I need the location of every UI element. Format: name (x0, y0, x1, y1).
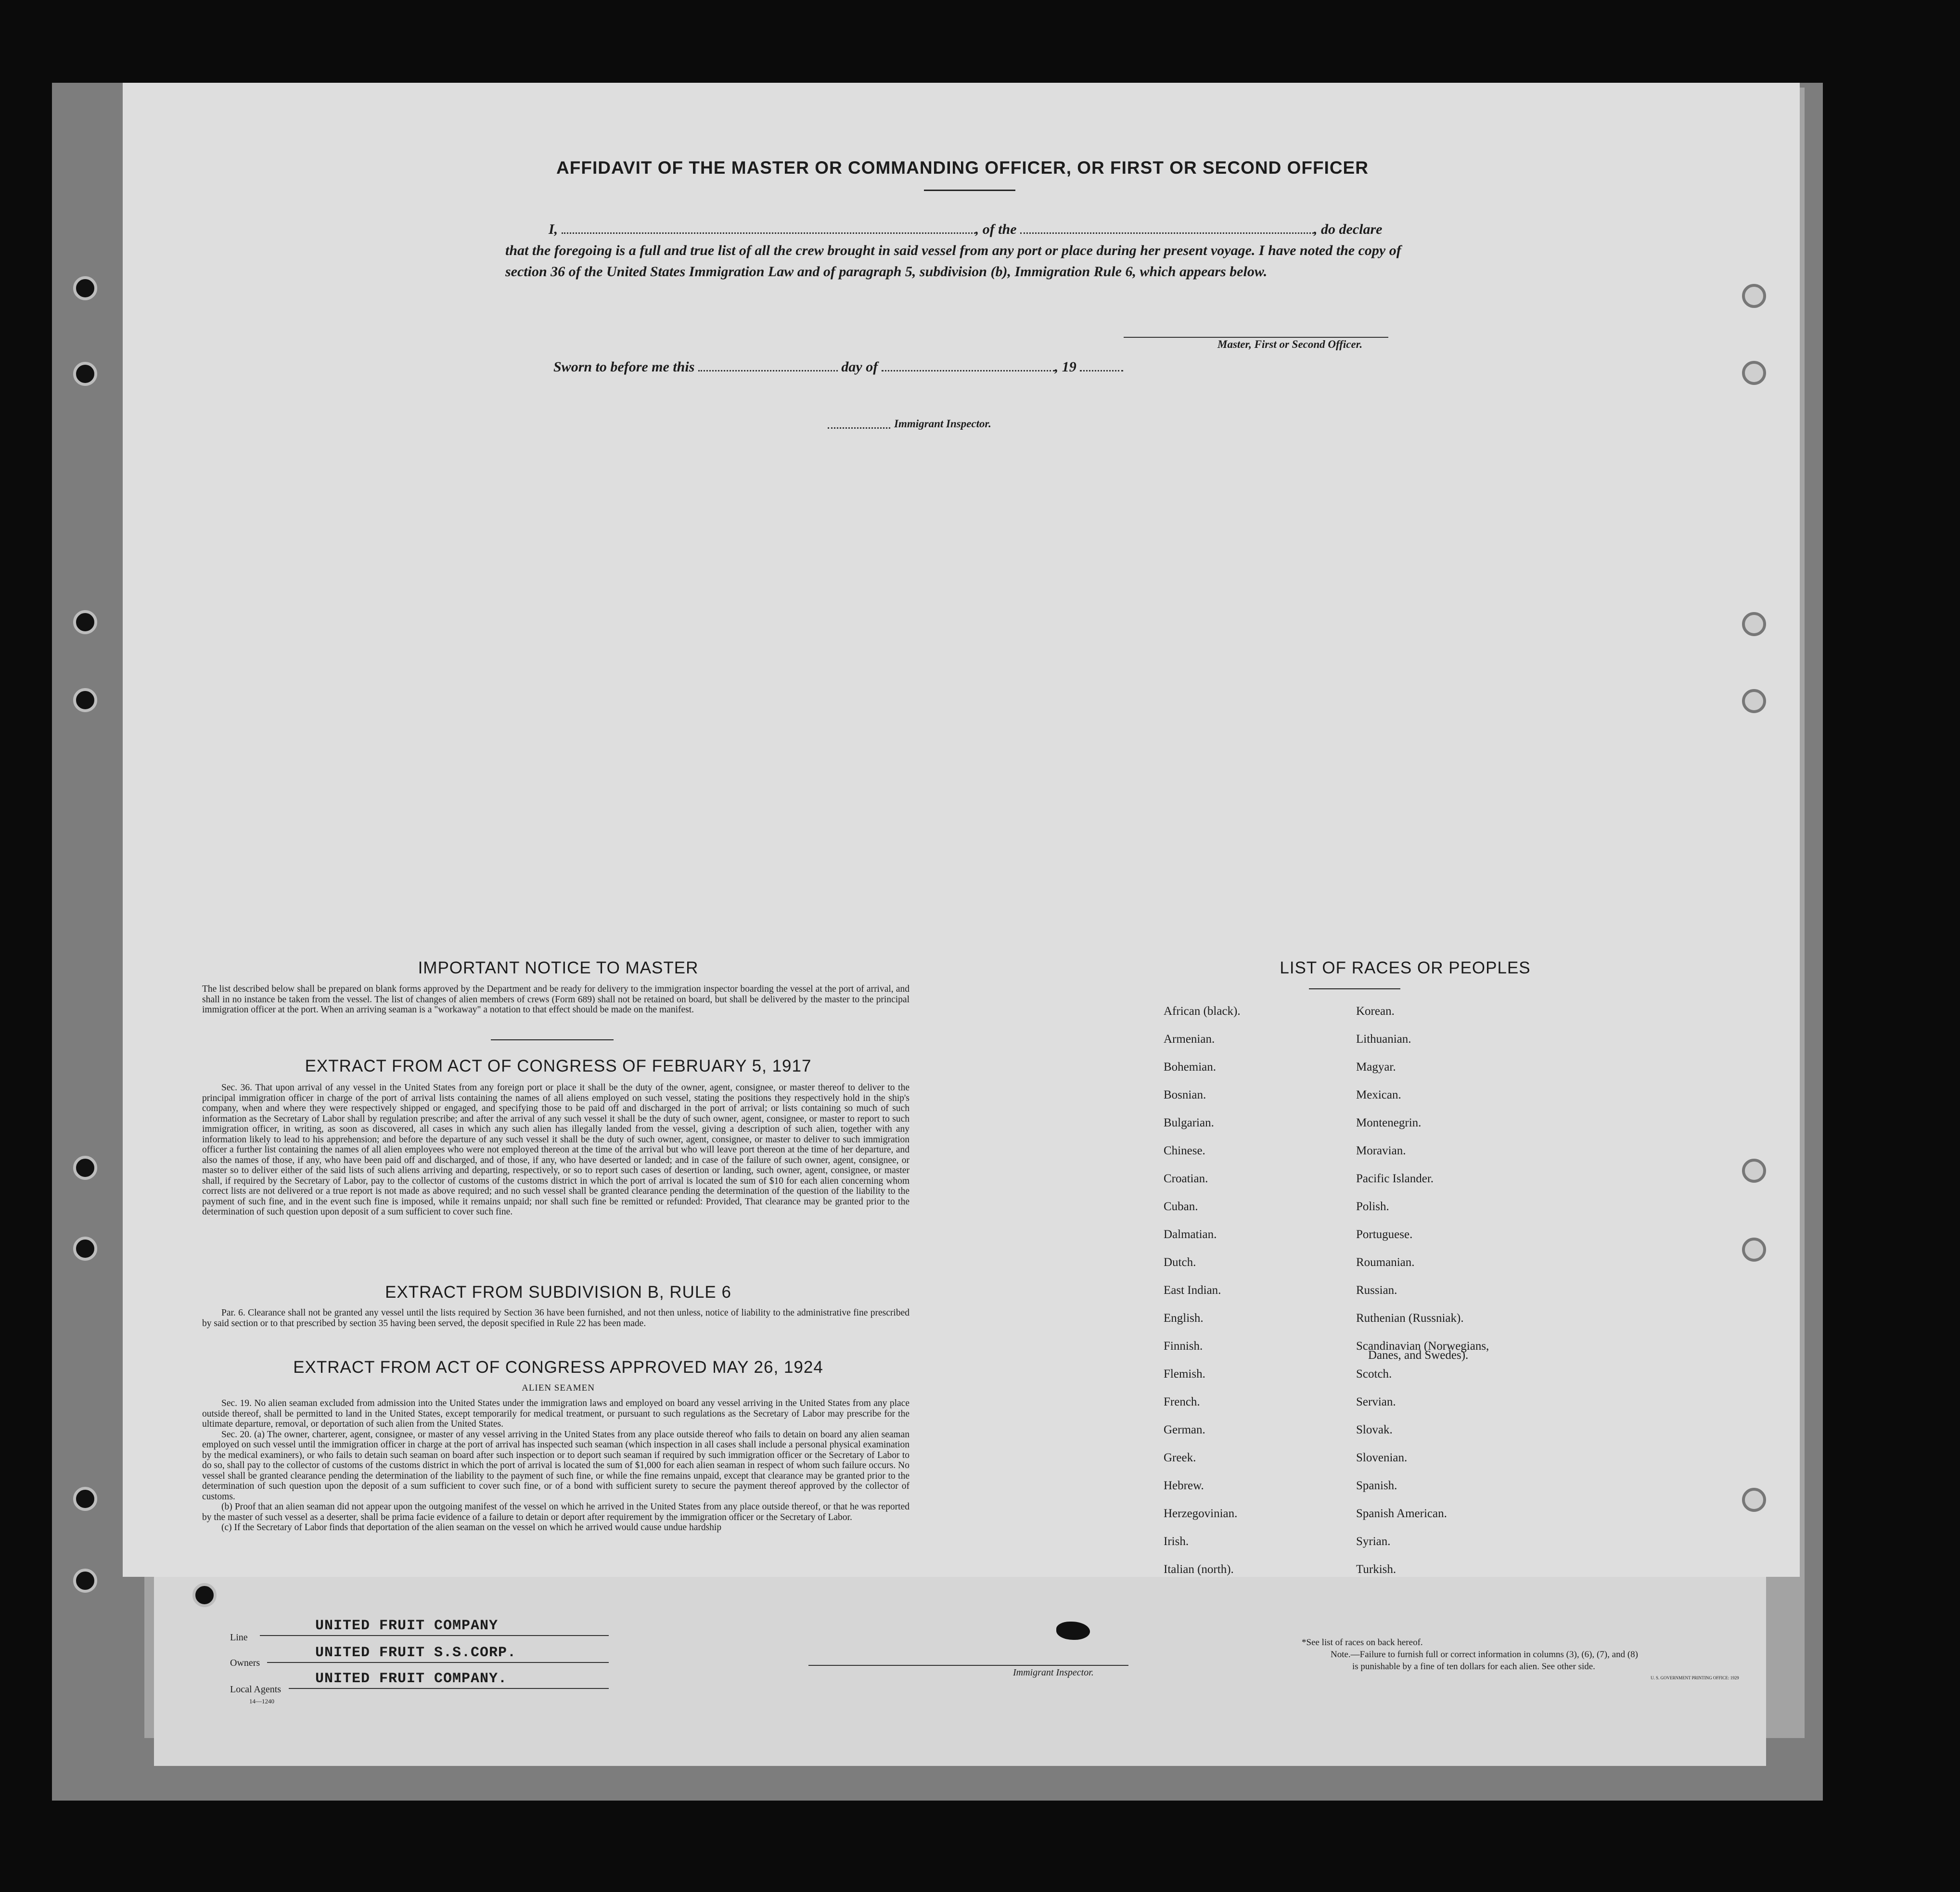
race-item: Polish. (1356, 1200, 1389, 1213)
owners-label: Owners (230, 1658, 260, 1668)
race-item: Turkish. (1356, 1563, 1396, 1576)
agents-underline (289, 1688, 609, 1689)
race-item: French. (1164, 1395, 1200, 1408)
punch-hole (73, 276, 97, 300)
affidavit-title: AFFIDAVIT OF THE MASTER OR COMMANDING OFFICER, OR FIRST OR SECOND OFFICER (556, 158, 1369, 178)
punch-hole (73, 362, 97, 386)
extract-1917-title: EXTRACT FROM ACT OF CONGRESS OF FEBRUARY 5, 1917 (305, 1057, 812, 1075)
race-item: Dalmatian. (1164, 1228, 1217, 1241)
footer-inspector-line (808, 1665, 1128, 1666)
race-item: Russian. (1356, 1284, 1397, 1297)
race-item: Servian. (1356, 1395, 1396, 1408)
penalty-note: Note.—Failure to furnish full or correct information in columns (3), (6), (7), and (8) (1331, 1649, 1638, 1660)
stamp-mark (1056, 1622, 1090, 1640)
race-item: Finnish. (1164, 1340, 1203, 1353)
line-value: UNITED FRUIT COMPANY (315, 1618, 499, 1634)
race-item: Bulgarian. (1164, 1116, 1214, 1129)
race-item: Armenian. (1164, 1033, 1215, 1046)
sec-20c-text: (c) If the Secretary of Labor finds that deportation of the alien seaman on the vessel on which he arrived would cause undue hardship (221, 1522, 722, 1533)
race-item: Chinese. (1164, 1144, 1205, 1157)
form-number: 14—1240 (249, 1698, 274, 1705)
extract-rule6-title: EXTRACT FROM SUBDIVISION B, RULE 6 (385, 1283, 731, 1302)
affidavit-inspector-label: Immigrant Inspector. (894, 418, 991, 430)
affidavit-sheet (123, 83, 1800, 1577)
race-item: Scandinavian (Norwegians, (1356, 1340, 1489, 1353)
notice-text: The list described below shall be prepared on blank forms approved by the Department and be ready for delivery to the immigration inspector boarding the vessel at the port of arrival, and shall in no instance be taken from the vessel. The list of changes of alien members of crews (Form 689) shall not be retained on board, but shall be delivered by the master to the principal immigration officer at the port. When an arriving seaman is a "workaway" a notation to that effect should be made on the manifest. (202, 984, 910, 1015)
declaration-start: I, (549, 221, 558, 237)
affidavit-text: that the foregoing is a full and true list of all the crew brought in said vessel from any port or place during her present voyage. I have noted the copy of section 36 of the United States Immigration Law and of paragraph 5, subdivision (b), Immigration Rule 6, which appears below. (505, 243, 1401, 280)
race-item: Greek. (1164, 1451, 1196, 1464)
local-agents-value: UNITED FRUIT COMPANY. (315, 1671, 508, 1687)
declaration-mid: , of the (975, 221, 1017, 237)
race-item: Lithuanian. (1356, 1033, 1411, 1046)
race-item: Portuguese. (1356, 1228, 1413, 1241)
affidavit-declaration (505, 219, 1434, 282)
sworn-day-blank (698, 370, 838, 371)
alien-seamen-subtitle: ALIEN SEAMEN (522, 1383, 595, 1393)
punch-hole (73, 1156, 97, 1180)
race-item: African (black). (1164, 1005, 1241, 1018)
sworn-year: , 19 (1054, 359, 1076, 375)
race-item: Croatian. (1164, 1172, 1208, 1185)
race-item: Flemish. (1164, 1368, 1205, 1381)
owners-underline (267, 1662, 609, 1663)
race-item: Roumanian. (1356, 1256, 1415, 1269)
race-item: Danes, and Swedes). (1368, 1349, 1469, 1362)
race-item: English. (1164, 1312, 1204, 1325)
declaration-end: , do declare (1314, 221, 1383, 237)
race-item: Scotch. (1356, 1368, 1392, 1381)
penalty-note-cont: is punishable by a fine of ten dollars for each alien. See other side. (1352, 1662, 1595, 1672)
punch-hole (1742, 1488, 1766, 1512)
race-item: Mexican. (1356, 1088, 1401, 1101)
punch-hole (1742, 1159, 1766, 1183)
punch-hole (73, 1569, 97, 1593)
notice-title: IMPORTANT NOTICE TO MASTER (418, 959, 699, 977)
punch-hole (73, 610, 97, 634)
title-divider (924, 190, 1015, 191)
race-item: Dutch. (1164, 1256, 1196, 1269)
race-item: Korean. (1356, 1005, 1395, 1018)
printer-imprint: U. S. GOVERNMENT PRINTING OFFICE: 1929 (1651, 1675, 1739, 1680)
race-item: Slovak. (1356, 1423, 1393, 1436)
sec-20b-text: (b) Proof that an alien seaman did not appear upon the outgoing manifest of the vessel on which he arrived in the United States from any place outside thereof, or that he was reported by the master of such vessel as a deserter, shall be prima facie evidence of a failure to detain or deport after requirement by the immigration officer or the Secretary of Labor. (202, 1502, 910, 1522)
punch-hole (1742, 1238, 1766, 1262)
race-item: Herzegovinian. (1164, 1507, 1238, 1520)
signature-label: Master, First or Second Officer. (1217, 338, 1363, 350)
race-item: Montenegrin. (1356, 1116, 1422, 1129)
sworn-month-blank (882, 370, 1055, 371)
race-item: Spanish American. (1356, 1507, 1447, 1520)
race-item: Syrian. (1356, 1535, 1391, 1548)
punch-hole (1742, 689, 1766, 713)
sec-20a-text: Sec. 20. (a) The owner, charterer, agent, consignee, or master of any vessel arriving in the United States from any place outside thereof who fails to detain on board any alien seaman employed on such vessel until the immigration officer in charge at the port of arrival has inspected such seaman (which inspection in all cases shall include a personal physical examination by the medical examiners), or who fails to detain such seaman on board after such inspection or to deport such seaman if required by such immigration officer or the Secretary of Labor to do so, shall pay to the collector of customs of the customs district in which the port of arrival is located the sum of $1,000 for each alien seaman in respect of whom such failure occurs. No vessel shall be granted clearance pending the determination of the liability to the payment of such fine, or while the fine remains unpaid, except that clearance may be granted prior to the determination of such question upon the deposit of a sum sufficient to cover such fine, or of a bond with sufficient surety to secure the payment thereof approved by the collector of customs. (202, 1429, 910, 1502)
punch-hole (1742, 284, 1766, 308)
signature-line (1124, 337, 1388, 338)
sec-19-text: Sec. 19. No alien seaman excluded from admission into the United States under the immigration laws and employed on board any vessel arriving in the United States from any place outside thereof, shall be permitted to land in the United States, except temporarily for medical treatment, or pursuant to such regulations as the Secretary of Labor may prescribe for the ultimate departure, removal, or deportation of such alien from the United States. (202, 1398, 910, 1429)
extract-1924-title: EXTRACT FROM ACT OF CONGRESS APPROVED MAY 26, 1924 (293, 1358, 823, 1377)
punch-hole (192, 1583, 217, 1607)
punch-hole (73, 1487, 97, 1511)
race-item: Irish. (1164, 1535, 1189, 1548)
line-underline (260, 1635, 609, 1636)
punch-hole (1742, 361, 1766, 385)
inspector-blank (828, 427, 890, 429)
race-item: Moravian. (1356, 1144, 1406, 1157)
local-agents-label: Local Agents (230, 1684, 282, 1695)
race-item: German. (1164, 1423, 1205, 1436)
races-title: LIST OF RACES OR PEOPLES (1280, 959, 1531, 977)
notice-divider (491, 1039, 614, 1040)
race-item: Spanish. (1356, 1479, 1397, 1492)
punch-hole (1742, 612, 1766, 636)
sworn-line (553, 359, 1123, 375)
line-label: Line (230, 1632, 248, 1643)
extract-1924-text (202, 1398, 910, 1571)
race-item: Italian (north). (1164, 1563, 1234, 1576)
extract-rule6-text: Par. 6. Clearance shall not be granted any vessel until the lists required by Section 36 have been furnished, and not then unless, notice of liability to the administrative fine prescribed by said section or to that prescribed by section 35 having been served, the deposit specified in Rule 22 has been made. (202, 1308, 910, 1329)
sworn-start: Sworn to before me this (553, 359, 695, 375)
race-item: Cuban. (1164, 1200, 1198, 1213)
sworn-mid: day of (841, 359, 878, 375)
race-item: Ruthenian (Russniak). (1356, 1312, 1464, 1325)
name-blank (562, 232, 975, 234)
race-item: Slovenian. (1356, 1451, 1408, 1464)
race-item: Hebrew. (1164, 1479, 1204, 1492)
race-item: Pacific Islander. (1356, 1172, 1434, 1185)
races-divider (1309, 988, 1400, 989)
vessel-blank (1020, 232, 1314, 234)
race-item: Bohemian. (1164, 1061, 1217, 1074)
races-reference-note: *See list of races on back hereof. (1302, 1637, 1423, 1648)
sworn-year-blank (1080, 370, 1123, 371)
race-item: East Indian. (1164, 1284, 1221, 1297)
punch-hole (73, 1237, 97, 1261)
owners-value: UNITED FRUIT S.S.CORP. (315, 1645, 517, 1661)
punch-hole (73, 688, 97, 712)
race-item: Magyar. (1356, 1061, 1396, 1074)
race-item: Bosnian. (1164, 1088, 1206, 1101)
extract-1917-text: Sec. 36. That upon arrival of any vessel in the United States from any foreign port or place it shall be the duty of the owner, agent, consignee, or master thereof to deliver to the principal immigration officer in charge of the port of arrival lists containing the names of all aliens employed on such vessel, stating the positions they respectively hold in the ship's company, when and where they were respectively shipped or engaged, and specifying those to be paid off and discharged in the port of arrival; or lists containing so much of such information as the Secretary of Labor shall by regulation prescribe; and after the arrival of any such vessel it shall be the duty of such owner, agent, consignee, or master to report to such immigration officer, in writing, as soon as discovered, all cases in which any such alien has illegally landed from the vessel, giving a description of such alien, together with any information likely to lead to his apprehension; and before the departure of any such vessel it shall be the duty of such owner, agent, consignee, or master to deliver to such immigration officer a further list containing the names of all alien employees who were not employed thereon at the time of the arrival but who will leave port thereon at the time of her departure, and also the names of those, if any, who have been paid off and discharged, and of those, if any, who have deserted or landed; and in case of the failure of such owner, agent, consignee, or master so to deliver either of the said lists of such aliens arriving and departing, respectively, or so to report such cases of desertion or landing, such owner, agent, consignee, or master shall, if required by the Secretary of Labor, pay to the collector of customs of the customs district in which the port of arrival is located the sum of $10 for each alien concerning whom correct lists are not delivered or a true report is not made as above required; and no such vessel shall be granted clearance pending the determination of the question of the liability to the payment of such fine, and in the event such fine is imposed, while it remains unpaid; nor shall such fine be remitted or refunded: Provided, That clearance may be granted prior to the determination of such question upon deposit of a sum sufficient to cover such fine. (202, 1083, 910, 1217)
footer-inspector-label: Immigrant Inspector. (1013, 1667, 1094, 1678)
